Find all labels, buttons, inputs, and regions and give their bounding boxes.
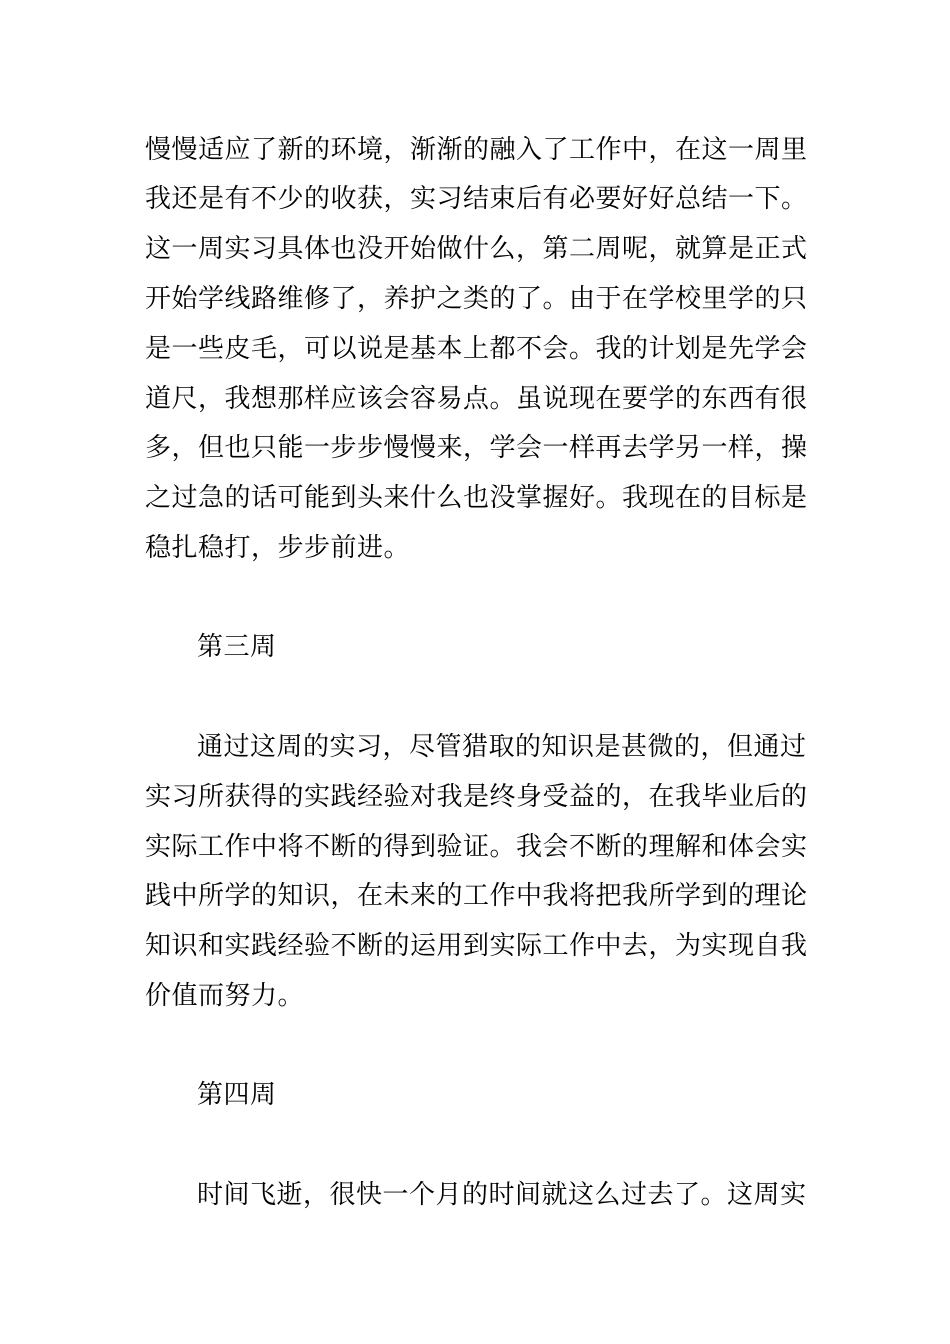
- paragraph-1-line-4: 开始学线路维修了，养护之类的了。由于在学校里学的只: [145, 284, 808, 314]
- paragraph-1-line-3: 这一周实习具体也没开始做什么，第二周呢，就算是正式: [145, 234, 808, 264]
- paragraph-1-line-2: 我还是有不少的收获，实习结束后有必要好好总结一下。: [145, 184, 808, 214]
- paragraph-2-line-1: 通过这周的实习，尽管猎取的知识是甚微的，但通过: [197, 732, 807, 762]
- paragraph-1-line-6: 道尺，我想那样应该会容易点。虽说现在要学的东西有很: [145, 384, 808, 414]
- paragraph-2-line-3: 实际工作中将不断的得到验证。我会不断的理解和体会实: [145, 832, 808, 862]
- paragraph-1-line-8: 之过急的话可能到头来什么也没掌握好。我现在的目标是: [145, 483, 808, 513]
- paragraph-3-line-1: 时间飞逝，很快一个月的时间就这么过去了。这周实: [197, 1180, 807, 1210]
- paragraph-2-line-2: 实习所获得的实践经验对我是终身受益的，在我毕业后的: [145, 782, 808, 812]
- heading-week-4: 第四周: [197, 1080, 277, 1110]
- paragraph-2-line-6: 价值而努力。: [145, 981, 305, 1011]
- paragraph-1-line-5: 是一些皮毛，可以说是基本上都不会。我的计划是先学会: [145, 334, 808, 364]
- paragraph-1-line-1: 慢慢适应了新的环境，渐渐的融入了工作中，在这一周里: [145, 135, 808, 165]
- paragraph-1-line-7: 多，但也只能一步步慢慢来，学会一样再去学另一样，操: [145, 433, 808, 463]
- paragraph-1-line-9: 稳扎稳打，步步前进。: [145, 533, 411, 563]
- paragraph-2-line-4: 践中所学的知识，在未来的工作中我将把我所学到的理论: [145, 881, 808, 911]
- paragraph-2-line-5: 知识和实践经验不断的运用到实际工作中去，为实现自我: [145, 931, 808, 961]
- heading-week-3: 第三周: [197, 632, 277, 662]
